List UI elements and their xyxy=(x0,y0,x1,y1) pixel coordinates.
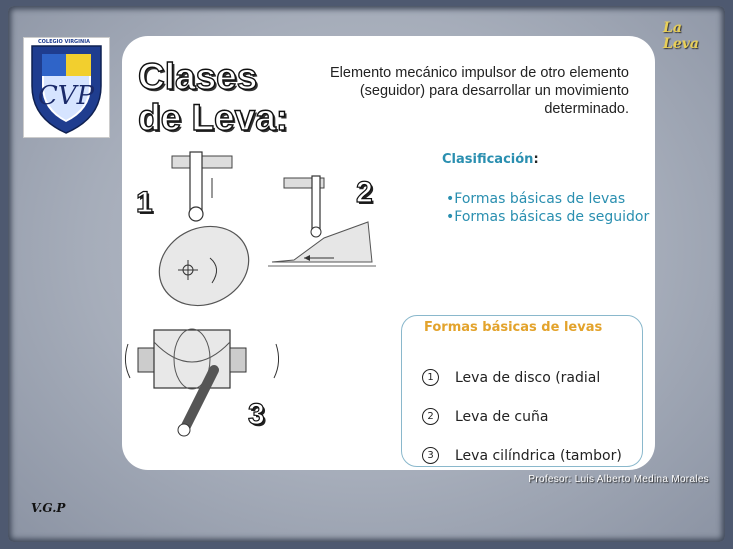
cam-type-item xyxy=(422,397,622,436)
cam-type-label: Leva cilíndrica (tambor) xyxy=(455,447,622,464)
heading-line-1: Clases xyxy=(138,56,258,97)
cam-types-box xyxy=(401,315,643,467)
classification-list xyxy=(446,190,649,226)
logo-text: COLEGIO VIRGINIA xyxy=(38,39,90,45)
svg-text:CVP: CVP xyxy=(37,81,95,111)
classification-label: Clasificación xyxy=(442,152,534,167)
corner-title-line-1: La xyxy=(663,20,682,36)
item-number-badge: 2 xyxy=(422,408,439,425)
content-card xyxy=(122,36,655,470)
cam-type-item xyxy=(422,436,622,475)
heading-line-2: de Leva: xyxy=(138,97,289,138)
school-logo xyxy=(23,37,110,138)
classification-colon: : xyxy=(533,152,539,167)
corner-title xyxy=(663,20,699,52)
figure-number-3: 3 xyxy=(248,398,265,431)
cam-type-item xyxy=(422,358,622,397)
cam-type-label: Leva de disco (radial xyxy=(455,369,601,386)
cam-types-title: Formas básicas de levas xyxy=(424,320,603,335)
figure-number-1: 1 xyxy=(136,186,153,219)
classification-heading xyxy=(442,152,539,167)
item-number-badge: 3 xyxy=(422,447,439,464)
corner-title-line-2: Leva xyxy=(663,36,699,52)
cam-description: Elemento mecánico impulsor de otro elemento (seguidor) para desarrollar un movimiento determinado. xyxy=(329,65,629,117)
slide-heading xyxy=(138,56,288,138)
item-number-badge: 1 xyxy=(422,369,439,386)
cam-type-label: Leva de cuña xyxy=(455,408,549,425)
author-initials: V.G.P xyxy=(31,501,66,515)
professor-credit: Profesor: Luis Alberto Medina Morales xyxy=(528,474,709,485)
disc-cam-diagram xyxy=(152,148,262,308)
classification-item: • Formas básicas de seguidor xyxy=(446,208,649,226)
cam-types-list xyxy=(422,358,622,475)
figure-number-2: 2 xyxy=(356,176,373,209)
classification-item: • Formas básicas de levas xyxy=(446,190,649,208)
